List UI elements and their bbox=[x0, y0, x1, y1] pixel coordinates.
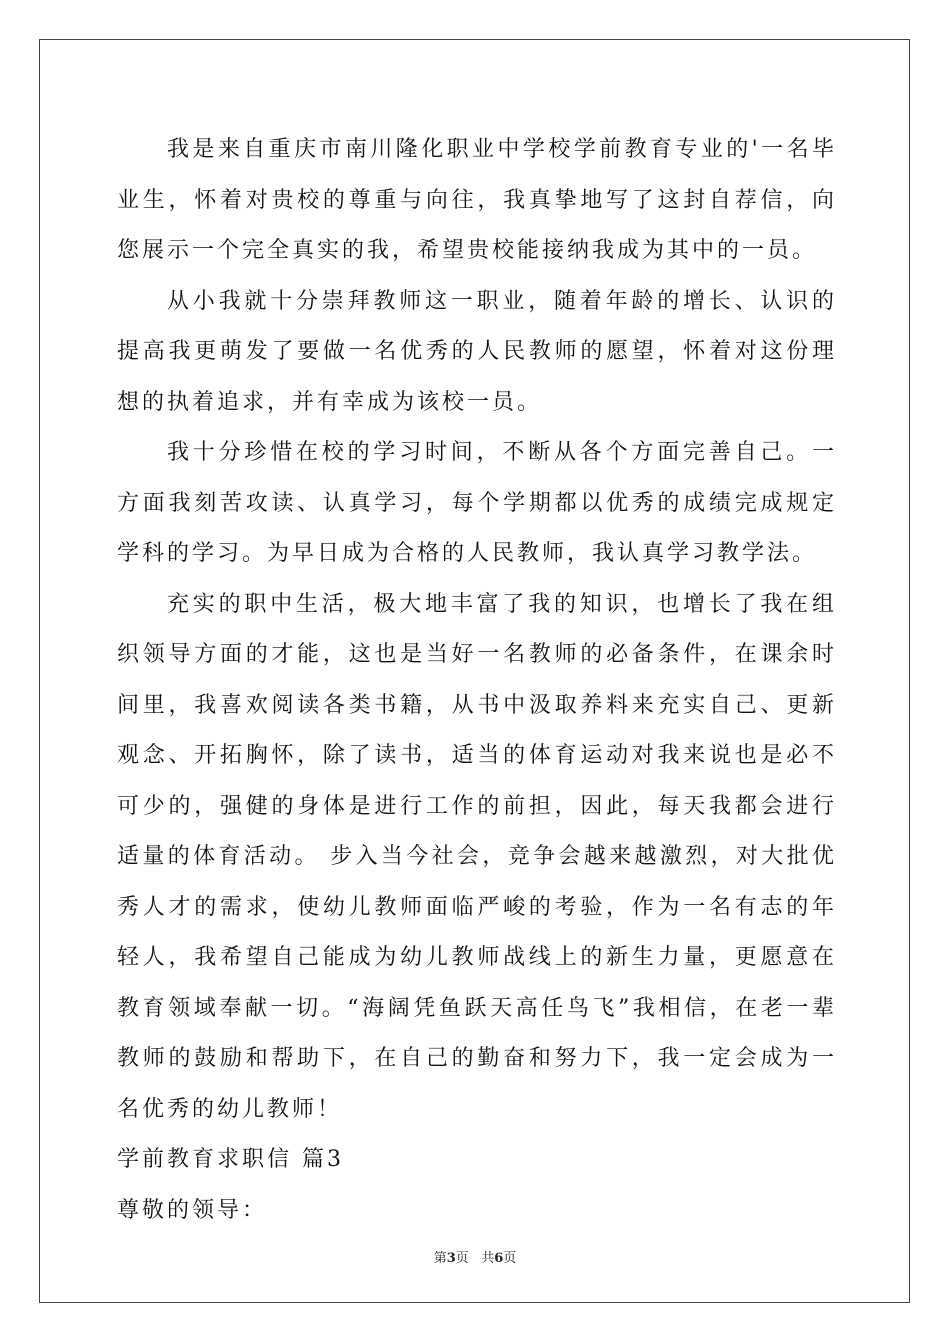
footer-page-number: 3 bbox=[446, 1251, 456, 1266]
paragraph-2: 从小我就十分崇拜教师这一职业，随着年龄的增长、认识的提高我更萌发了要做一名优秀的人民教师的愿望，怀着对这份理想的执着追求，并有幸成为该校一员。 bbox=[117, 288, 837, 415]
footer-total-prefix: 共 bbox=[481, 1251, 495, 1266]
page-footer bbox=[0, 1247, 950, 1266]
paragraph-3: 我十分珍惜在校的学习时间，不断从各个方面完善自己。一方面我刻苦攻读、认真学习，每个学期都以优秀的成绩完成规定学科的学习。为早日成为合格的人民教师，我认真学习教学法。 bbox=[117, 440, 837, 566]
footer-total-suffix: 页 bbox=[503, 1251, 517, 1266]
footer-total-pages: 6 bbox=[494, 1251, 504, 1266]
section-heading: 学前教育求职信 篇3 bbox=[117, 1147, 344, 1172]
footer-page-suffix: 页 bbox=[455, 1251, 469, 1266]
paragraph-4: 充实的职中生活，极大地丰富了我的知识，也增长了我在组织领导方面的才能，这也是当好一名教师的必备条件，在课余时间里，我喜欢阅读各类书籍，从书中汲取养料来充实自己、更新观念、开拓胸怀，除了读书，适当的体育运动对我来说也是必不可少的，强健的身体是进行工作的前担，因此，每天我都会进行适量的体育活动。 步入当今社会，竞争会越来越激烈，对大批优秀人才的需求，使幼儿教师面临严峻的考验，作为一名有志的年轻人，我希望自己能成为幼儿教师战线上的新生力量，更愿意在教育领域奉献一切。“海阔凭鱼跃天高任鸟飞”我相信，在老一辈教师的鼓励和帮助下，在自己的勤奋和努力下，我一定会成为一名优秀的幼儿教师！ bbox=[117, 591, 837, 1122]
footer-page-prefix: 第 bbox=[433, 1251, 447, 1266]
document-body bbox=[117, 125, 837, 1236]
salutation: 尊敬的领导： bbox=[117, 1197, 268, 1223]
paragraph-1: 我是来自重庆市南川隆化职业中学校学前教育专业的'一名毕业生，怀着对贵校的尊重与向往，我真挚地写了这封自荐信，向您展示一个完全真实的我，希望贵校能接纳我成为其中的一员。 bbox=[117, 137, 837, 263]
